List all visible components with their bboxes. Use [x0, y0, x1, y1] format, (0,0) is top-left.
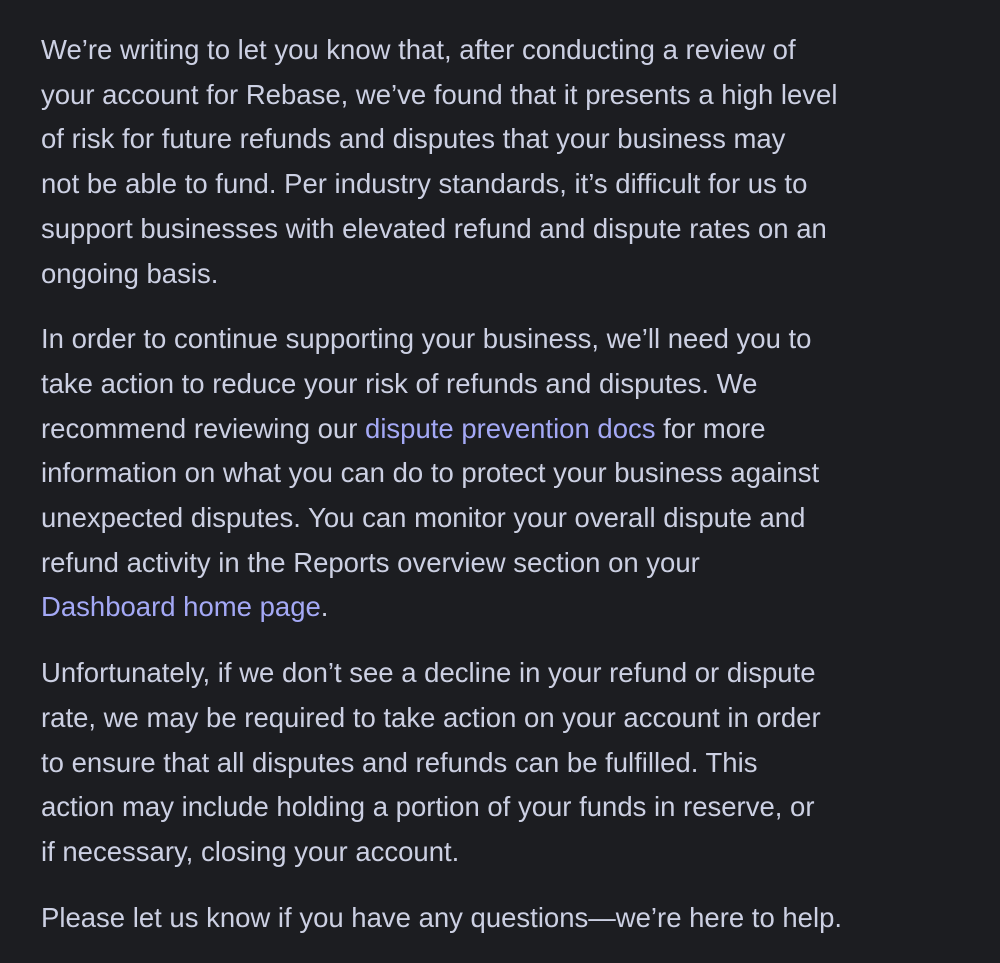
paragraph-consequences	[41, 651, 960, 875]
text-line: your account for Rebase, we’ve found that it presents a high level	[41, 78, 838, 110]
text-line: Please let us know if you have any questions—we’re here to help.	[41, 901, 843, 933]
dashboard-home-page-link[interactable]: Dashboard home page	[41, 591, 321, 623]
text-line	[41, 407, 960, 452]
text-line: information on what you can do to protect your business against	[41, 457, 820, 489]
text-line: rate, we may be required to take action on your account in order	[41, 701, 821, 733]
text-line: refund activity in the Reports overview section on your	[41, 546, 700, 578]
text-line: not be able to fund. Per industry standards, it’s difficult for us to	[41, 168, 808, 200]
text-line: In order to continue supporting your business, we’ll need you to	[41, 323, 812, 355]
dispute-prevention-docs-link[interactable]: dispute prevention docs	[365, 412, 656, 444]
text-line: take action to reduce your risk of refunds and disputes. We	[41, 367, 758, 399]
text-line: of risk for future refunds and disputes that your business may	[41, 123, 786, 155]
text-line: action may include holding a portion of your funds in reserve, or	[41, 791, 815, 823]
text-line: if necessary, closing your account.	[41, 835, 460, 867]
text-line: to ensure that all disputes and refunds can be fulfilled. This	[41, 746, 758, 778]
paragraph-closing	[41, 896, 960, 941]
text-line: Unfortunately, if we don’t see a decline in your refund or dispute	[41, 657, 816, 689]
text-line: support businesses with elevated refund and dispute rates on an	[41, 212, 827, 244]
text-line	[41, 585, 960, 630]
text-fragment: for more	[655, 412, 766, 444]
text-fragment: recommend reviewing our	[41, 412, 366, 444]
paragraph-review-notice	[41, 28, 960, 296]
text-line: ongoing basis.	[41, 257, 219, 289]
text-line: We’re writing to let you know that, after conducting a review of	[41, 34, 796, 65]
paragraph-action-required	[41, 317, 960, 630]
text-fragment: .	[320, 591, 329, 623]
text-line: unexpected disputes. You can monitor your overall dispute and	[41, 502, 806, 534]
